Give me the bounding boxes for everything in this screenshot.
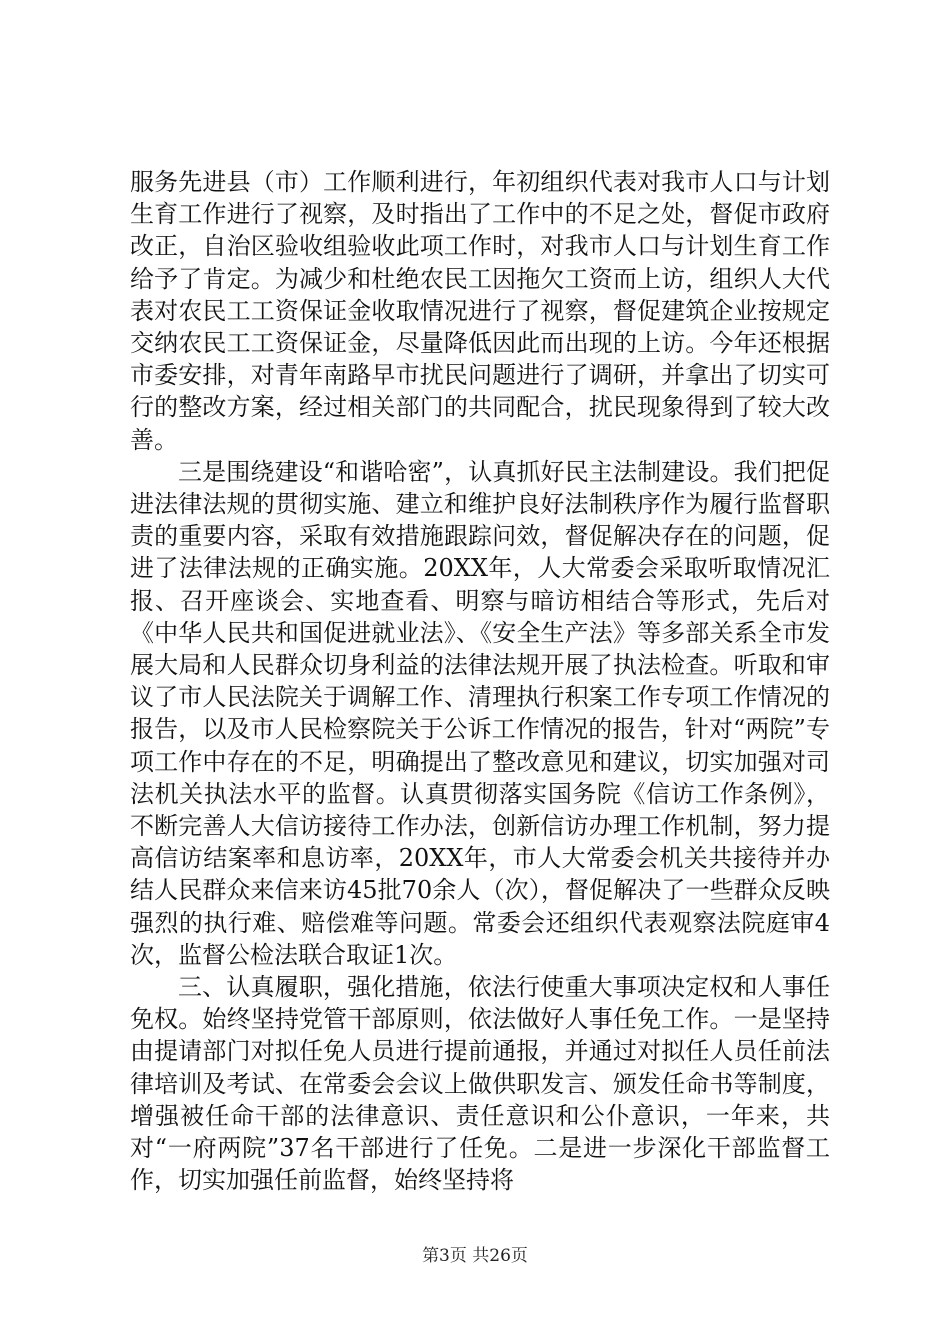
paragraph-continuation: 服务先进县（市）工作顺利进行，年初组织代表对我市人口与计划生育工作进行了视察，及时指出了工作中的不足之处，督促市政府改正，自治区验收组验收此项工作时，对我市人口与计划生育工作给予了肯定。为减少和杜绝农民工因拖欠工资而上访，组织人大代表对农民工工资保证金收取情况进行了视察，督促建筑企业按规定交纳农民工工资保证金，尽量降低因此而出现的上访。今年还根据市委安排，对青年南路早市扰民问题进行了调研，并拿出了切实可行的整改方案，经过相关部门的共同配合，扰民现象得到了较大改善。	[130, 168, 830, 454]
document-body	[130, 166, 830, 1197]
paragraph-legal-construction: 三是围绕建设“和谐哈密”，认真抓好民主法制建设。我们把促进法律法规的贯彻实施、建立和维护良好法制秩序作为履行监督职责的重要内容，采取有效措施跟踪问效，督促解决存在的问题，促进了法律法规的正确实施。20XX年，人大常委会采取听取情况汇报、召开座谈会、实地查看、明察与暗访相结合等形式，先后对《中华人民共和国促进就业法》、《安全生产法》等多部关系全市发展大局和人民群众切身利益的法律法规开展了执法检查。听取和审议了市人民法院关于调解工作、清理执行积案工作专项工作情况的报告，以及市人民检察院关于公诉工作情况的报告，针对“两院”专项工作中存在的不足，明确提出了整改意见和建议，切实加强对司法机关执法水平的监督。认真贯彻落实国务院《信访工作条例》，不断完善人大信访接待工作办法，创新信访办理工作机制，努力提高信访结案率和息访率，20XX年，市人大常委会机关共接待并办结人民群众来信来访45批70余人（次），督促解决了一些群众反映强烈的执行难、赔偿难等问题。常委会还组织代表观察法院庭审4次，监督公检法联合取证1次。	[130, 457, 830, 969]
paragraph-personnel-appointment: 三、认真履职，强化措施，依法行使重大事项决定权和人事任免权。始终坚持党管干部原则，依法做好人事任免工作。一是坚持由提请部门对拟任免人员进行提前通报，并通过对拟任人员任前法律培训及考试、在常委会会议上做供职发言、颁发任命书等制度，增强被任命干部的法律意识、责任意识和公仆意识，一年来，共对“一府两院”37名干部进行了任免。二是进一步深化干部监督工作，切实加强任前监督，始终坚持将	[130, 973, 830, 1195]
page-number-footer: 第3页 共26页	[422, 1246, 528, 1266]
